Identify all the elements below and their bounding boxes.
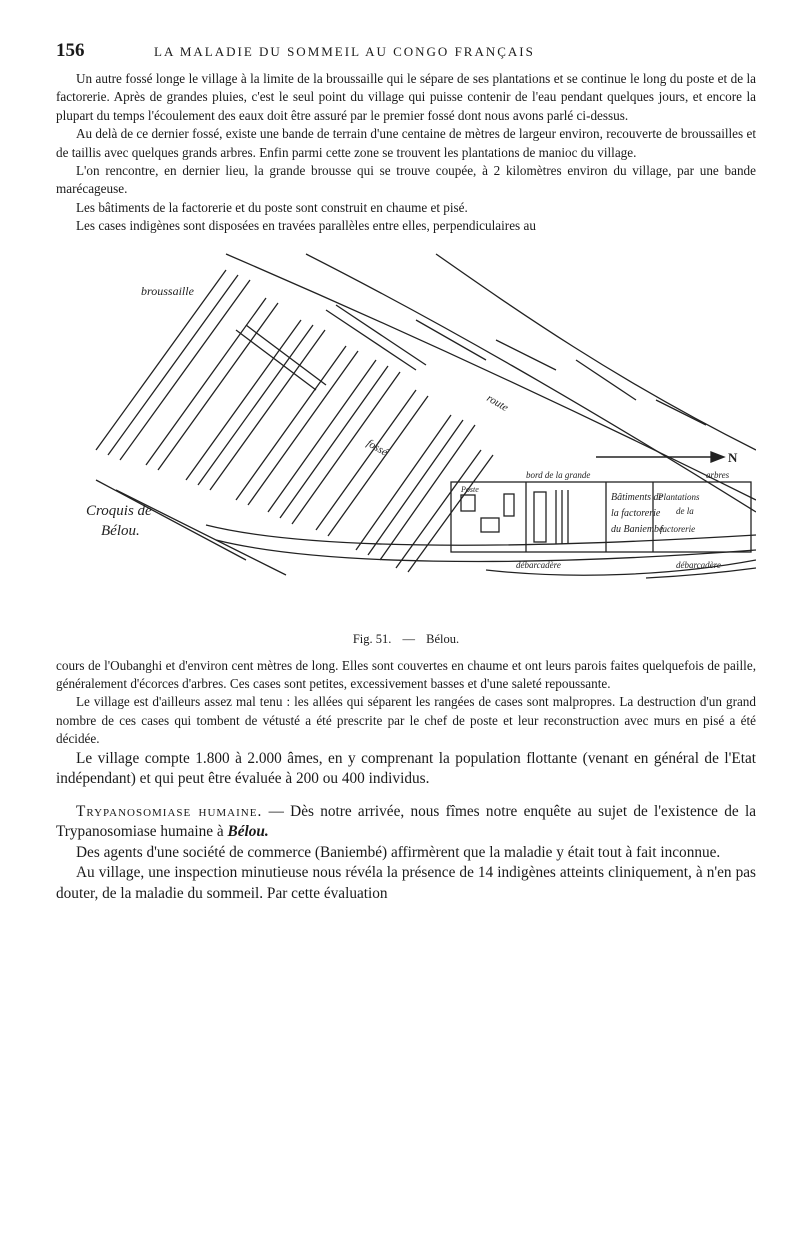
factorerie-block (451, 482, 751, 552)
caption-dash: — (402, 631, 416, 646)
fosse-line (96, 480, 246, 560)
label-arbres: arbres (706, 469, 730, 480)
section-dash: — (268, 802, 284, 820)
label-batiments: Bâtiments de (611, 491, 663, 503)
village-sketch-figure (56, 250, 756, 630)
label-broussaille: broussaille (141, 283, 194, 298)
label-fosse: fossé (364, 436, 390, 459)
paragraph: Au village, une inspection minutieuse nous révéla la présence de 14 indigènes atteints cliniquement, à n'en pas douter, de la maladie du sommeil. Par cette évaluation (56, 864, 756, 902)
label-croquis: Croquis de (86, 502, 152, 519)
section-place: Bélou. (227, 823, 269, 841)
paragraph: Le village est d'ailleurs assez mal tenu : les allées qui séparent les rangées de cases sont malpropres. La destruction d'un grand nombre de ces cases qui tombent de vétusté a été prescrite par le chef de poste et leur reconstruction avec murs en pisé a été décidée. (56, 694, 756, 747)
paragraph: Les bâtiments de la factorerie et du poste sont construit en chaume et pisé. (76, 199, 468, 215)
label-bord-bande: bord de la grande (526, 469, 591, 480)
page (56, 40, 756, 904)
poste-building (481, 518, 499, 532)
paragraph: L'on rencontre, en dernier lieu, la grande brousse qui se trouve coupée, à 2 kilomètres environ du village, par une bande marécageuse. (56, 163, 756, 197)
paragraph-population: Le village compte 1.800 à 2.000 âmes, en y comprenant la population flottante (venant en général de l'Etat indépendant) et qui peut être évaluée à 200 ou 400 individus. (56, 749, 756, 788)
label-batiments: du Baniembé (611, 523, 664, 535)
page-number: 156 (56, 40, 85, 61)
village-map (56, 250, 756, 630)
factorerie-building (534, 492, 546, 542)
paragraph: Des agents d'une société de commerce (Baniembé) affirmèrent que la maladie y était tout à fait inconnue. (76, 843, 721, 861)
poste-building (461, 495, 475, 511)
section-trypanosomiase (56, 802, 756, 843)
paragraph: Les cases indigènes sont disposées en travées parallèles entre elles, perpendiculaires au (76, 218, 536, 234)
caption-place: Bélou. (426, 631, 460, 646)
caption-fig-number: Fig. 51. (352, 631, 392, 646)
paragraph: cours de l'Oubanghi et d'environ cent mètres de long. Elles sont couvertes en chaume et ont leurs parois faites quelquefois de paille, généralement d'écorces d'arbres. Ces cases sont petites, excessivement basses et d'une saleté repoussante. (56, 657, 756, 692)
label-route: route (484, 391, 511, 414)
paragraph: Au delà de ce dernier fossé, existe une bande de terrain d'une centaine de mètres de largeur environ, recouverte de broussailles et de taillis avec quelques grands arbres. Enfin parmi cette zone se trouvent les plantations de manioc du village. (56, 126, 756, 160)
label-croquis-place: Bélou. (101, 522, 140, 539)
label-plantations: de la (676, 505, 694, 516)
label-poste: Poste (461, 484, 479, 494)
label-plantations: Plantations (658, 491, 700, 502)
label-north: N (728, 449, 738, 465)
label-debarcadere: débarcadère (676, 559, 721, 570)
section-text: Dès notre arrivée, nous fîmes notre enquête au sujet de l'existence de la Trypanosomiase humaine à (56, 802, 756, 841)
page-header (56, 40, 756, 70)
north-arrow-head (711, 452, 724, 462)
label-batiments: la factorerie (611, 507, 661, 519)
river-bank-line (436, 254, 756, 450)
running-title: LA MALADIE DU SOMMEIL AU CONGO FRANÇAIS (154, 44, 535, 59)
label-plantations: factorerie (660, 523, 696, 534)
section-heading: Trypanosomiase humaine. (76, 802, 263, 820)
village-hatching (96, 270, 493, 572)
paragraph: Un autre fossé longe le village à la limite de la broussaille qui le sépare de ses plantations et se continue le long du poste et de la factorerie. Après de grandes pluies, c'est le seul point du village qui puisse contenir de l'eau pendant quelques jours, et encore la plupart du temps l'écoulement des eaux doit être assuré par le premier fossé dont nous avons parlé ci-dessus. (56, 71, 756, 123)
label-debarcadere: débarcadère (516, 559, 561, 570)
poste-building (504, 494, 514, 516)
fosse-line (216, 540, 756, 561)
road-stripes (236, 305, 706, 425)
figure-caption (56, 632, 756, 647)
